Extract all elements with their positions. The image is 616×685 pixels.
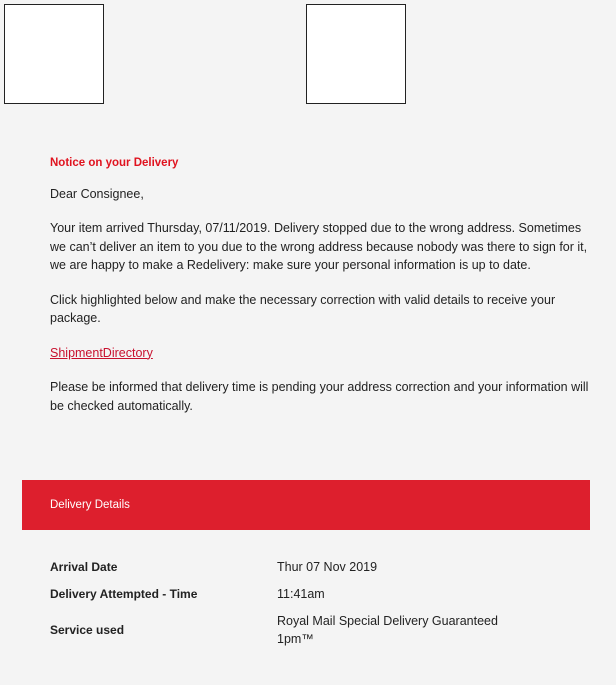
paragraph-instructions: Click highlighted below and make the necessary correction with valid details to receive your package. [50, 292, 556, 325]
delivery-details-table [50, 558, 570, 657]
detail-label: Arrival Date [50, 560, 118, 574]
banner-title: Delivery Details [50, 499, 130, 511]
detail-value: 11:41am [277, 587, 325, 601]
notice-title: Notice on your Delivery [50, 157, 179, 169]
detail-row-arrival-date [50, 558, 570, 576]
detail-row-service-used [50, 612, 570, 648]
detail-label: Delivery Attempted - Time [50, 587, 198, 601]
logo-image-placeholder-left [4, 4, 104, 104]
detail-row-attempted-time [50, 585, 570, 603]
logo-image-placeholder-right [306, 4, 406, 104]
paragraph-arrival: Your item arrived Thursday, 07/11/2019. Delivery stopped due to the wrong address. Sometimes we can’t deliver an item to you due to the wrong address because nobody was there to sign for it, we are happy to make a Redelivery: make sure your personal information is up to date. [50, 221, 588, 272]
delivery-details-banner [22, 480, 590, 530]
detail-label: Service used [50, 623, 125, 637]
detail-value: Royal Mail Special Delivery Guaranteed 1pm™ [277, 614, 498, 646]
greeting: Dear Consignee, [50, 186, 144, 201]
paragraph-pending: Please be informed that delivery time is pending your address correction and your information will be checked automatically. [50, 380, 589, 413]
shipment-directory-link[interactable]: ShipmentDirectory [50, 345, 153, 360]
detail-value: Thur 07 Nov 2019 [277, 560, 378, 574]
message-body [50, 154, 595, 431]
